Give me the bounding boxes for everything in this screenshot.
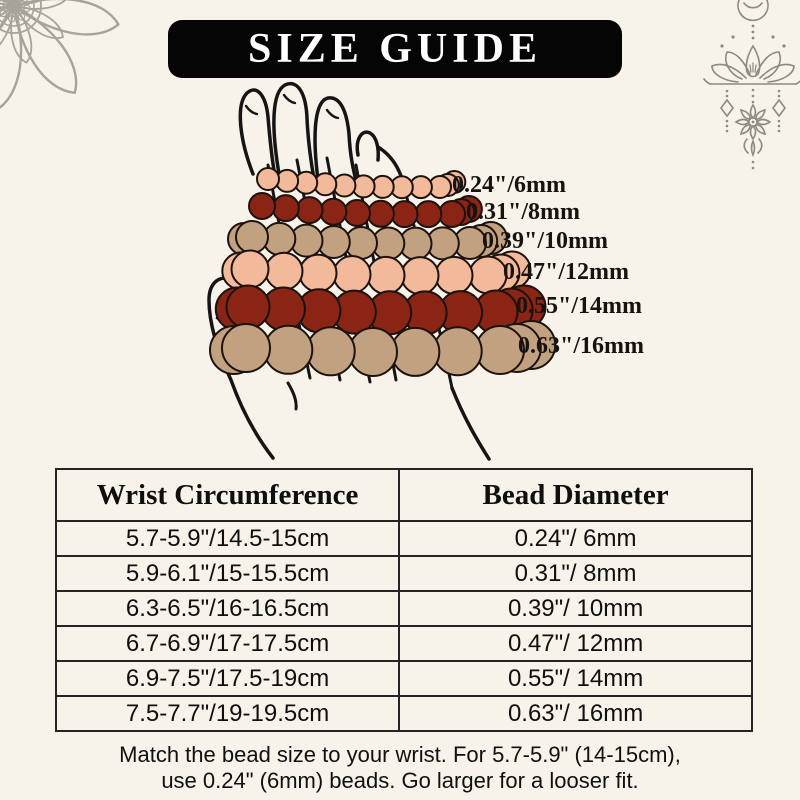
bead bbox=[415, 201, 441, 227]
bead bbox=[470, 257, 507, 294]
bead bbox=[232, 251, 269, 288]
bead bbox=[320, 199, 346, 225]
bead bbox=[249, 193, 275, 219]
bead bbox=[222, 324, 270, 372]
bead bbox=[344, 200, 370, 226]
table-row bbox=[56, 521, 752, 556]
wrist-cell: 6.7-6.9"/17-17.5cm bbox=[56, 626, 399, 661]
wrist-cell: 6.3-6.5"/16-16.5cm bbox=[56, 591, 399, 626]
bead-size-label: 0.63"/16mm bbox=[518, 333, 644, 359]
table-row bbox=[56, 591, 752, 626]
table-row bbox=[56, 661, 752, 696]
bead-cell: 0.47"/ 12mm bbox=[399, 626, 752, 661]
bead-cell: 0.63"/ 16mm bbox=[399, 696, 752, 731]
bead bbox=[392, 201, 418, 227]
table-row bbox=[56, 556, 752, 591]
bead-cell: 0.39"/ 10mm bbox=[399, 591, 752, 626]
bead bbox=[264, 326, 312, 374]
bead-cell: 0.31"/ 8mm bbox=[399, 556, 752, 591]
wrist-cell: 6.9-7.5"/17.5-19cm bbox=[56, 661, 399, 696]
bead-diameter-header: Bead Diameter bbox=[399, 469, 752, 521]
bead-size-label: 0.47"/12mm bbox=[503, 259, 629, 285]
bead bbox=[402, 257, 439, 294]
size-table bbox=[55, 468, 753, 732]
fit-note bbox=[0, 742, 800, 794]
wrist-circumference-header: Wrist Circumference bbox=[56, 469, 399, 521]
table-row bbox=[56, 696, 752, 731]
page-title: SIZE GUIDE bbox=[248, 26, 542, 72]
wrist-cell: 7.5-7.7"/19-19.5cm bbox=[56, 696, 399, 731]
table-row bbox=[56, 626, 752, 661]
bead bbox=[349, 328, 397, 376]
bead bbox=[334, 256, 371, 293]
bracelet-strand bbox=[257, 168, 465, 198]
bracelet-strand bbox=[222, 251, 530, 295]
bead bbox=[257, 168, 279, 190]
bead-size-label: 0.31"/8mm bbox=[466, 199, 580, 225]
bead bbox=[300, 255, 337, 292]
bead bbox=[476, 326, 524, 374]
bead-cell: 0.55"/ 14mm bbox=[399, 661, 752, 696]
fit-note-line2: use 0.24" (6mm) beads. Go larger for a looser fit. bbox=[161, 768, 639, 793]
bead-size-label: 0.39"/10mm bbox=[482, 228, 608, 254]
bead bbox=[307, 327, 355, 375]
bead bbox=[368, 201, 394, 227]
bead bbox=[273, 195, 299, 221]
table-header-row bbox=[56, 469, 752, 521]
wrist-cell: 5.9-6.1"/15-15.5cm bbox=[56, 556, 399, 591]
bead-size-label: 0.55"/14mm bbox=[516, 293, 642, 319]
fit-note-line1: Match the bead size to your wrist. For 5.7-5.9" (14-15cm), bbox=[119, 742, 681, 767]
bead-cell: 0.24"/ 6mm bbox=[399, 521, 752, 556]
bead bbox=[227, 286, 270, 329]
bead bbox=[434, 327, 482, 375]
bead bbox=[236, 221, 268, 253]
bead bbox=[439, 201, 465, 227]
bead bbox=[297, 197, 323, 223]
bead-size-label: 0.24"/6mm bbox=[452, 172, 566, 198]
bead bbox=[368, 257, 405, 294]
bead bbox=[266, 253, 303, 290]
bead bbox=[391, 328, 439, 376]
bead bbox=[436, 257, 473, 294]
wrist-cell: 5.7-5.9"/14.5-15cm bbox=[56, 521, 399, 556]
bracelet-strand bbox=[210, 321, 555, 376]
